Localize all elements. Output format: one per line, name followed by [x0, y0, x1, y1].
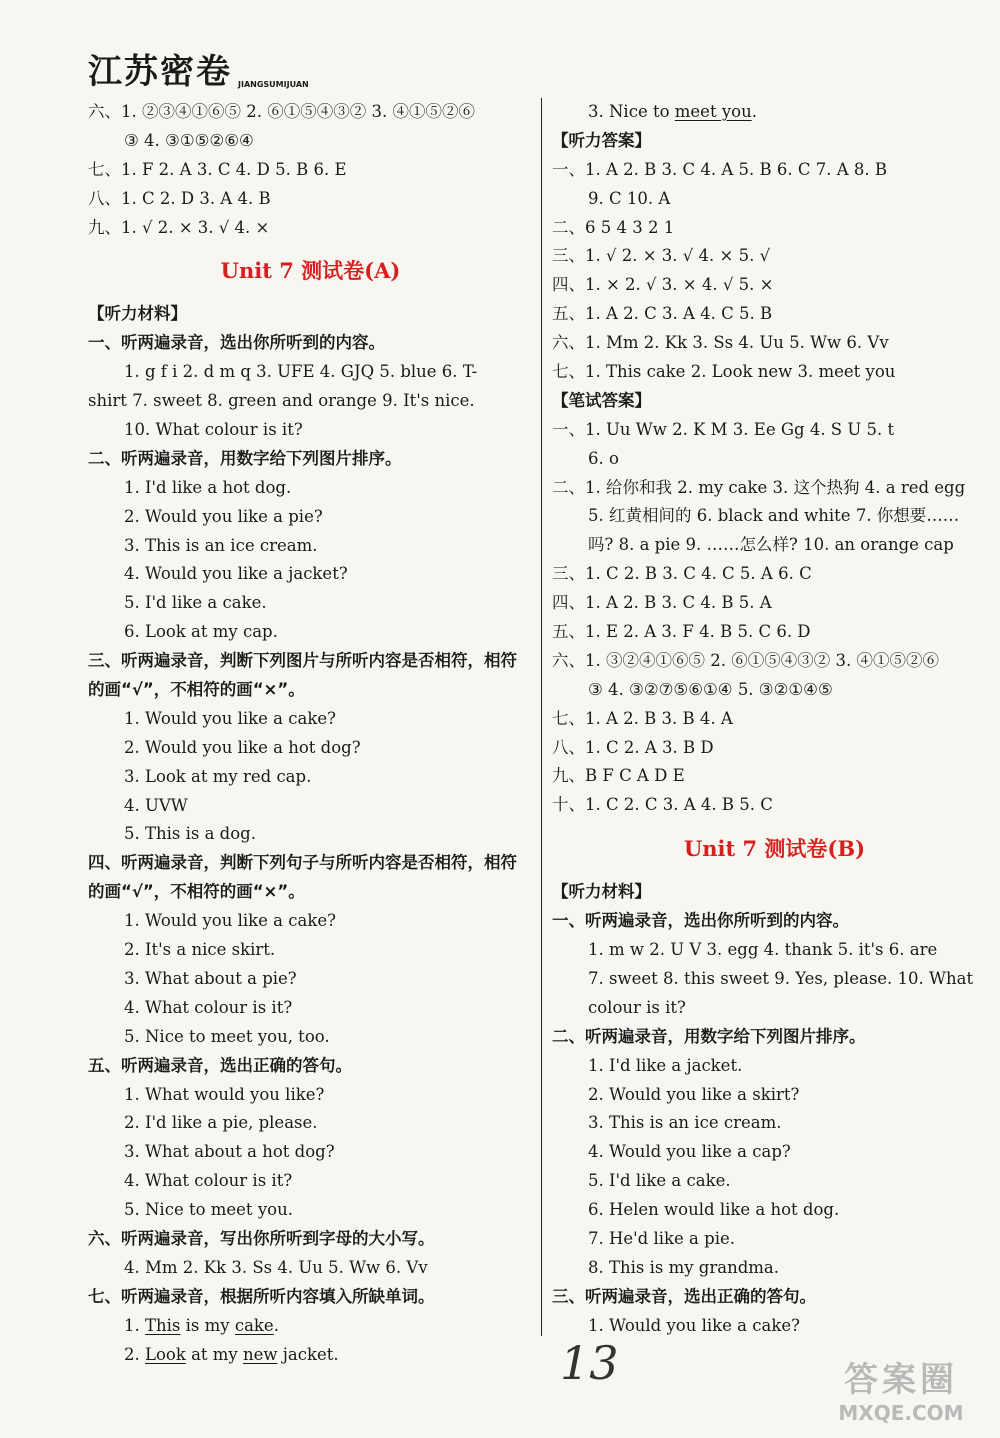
question-heading: 五、听两遍录音，选出正确的答句。: [88, 1055, 352, 1075]
answer-line: 5. 红黄相间的 6. black and white 7. 你想要……: [588, 506, 960, 526]
section-title-unit7-b: Unit 7 测试卷(B): [683, 836, 866, 862]
material-line: 1. I'd like a jacket.: [588, 1055, 743, 1075]
answer-line: ③ 4. ③②⑦⑤⑥①④ 5. ③②①④⑤: [588, 679, 833, 699]
material-line: 5. Nice to meet you, too.: [124, 1026, 330, 1046]
material-line: 4. What colour is it?: [124, 997, 293, 1017]
right-column: [552, 98, 997, 1341]
left-column: [88, 98, 533, 1369]
text-fragment: at my: [185, 1344, 243, 1364]
answer-line: 九、B F C A D E: [552, 766, 685, 786]
material-line: 2. Would you like a pie?: [124, 506, 323, 526]
material-line: 2. Would you like a hot dog?: [124, 737, 361, 757]
material-line: shirt 7. sweet 8. green and orange 9. It's nice.: [88, 391, 475, 411]
material-line: colour is it?: [588, 997, 686, 1017]
material-line: 6. Look at my cap.: [124, 622, 278, 642]
material-line: 1. I'd like a hot dog.: [124, 477, 292, 497]
material-line: 4. Mm 2. Kk 3. Ss 4. Uu 5. Ww 6. Vv: [124, 1257, 428, 1277]
question-heading: 二、听两遍录音，用数字给下列图片排序。: [88, 448, 402, 468]
answer-line: ③ 4. ③①⑤②⑥④: [124, 130, 254, 150]
material-line: 2. It's a nice skirt.: [124, 940, 276, 960]
question-heading: 一、听两遍录音，选出你所听到的内容。: [88, 333, 385, 353]
material-line: 4. What colour is it?: [124, 1171, 293, 1191]
answer-line: 三、1. C 2. B 3. C 4. C 5. A 6. C: [552, 564, 812, 584]
filled-blank: Look: [145, 1344, 186, 1364]
material-line: 1. Would you like a cake?: [124, 708, 336, 728]
answer-line: 6. o: [588, 448, 619, 468]
answer-line: 六、1. Mm 2. Kk 3. Ss 4. Uu 5. Ww 6. Vv: [552, 333, 889, 353]
question-heading: 的画“√”，不相符的画“×”。: [88, 882, 305, 902]
question-heading: 一、听两遍录音，选出你所听到的内容。: [552, 911, 849, 931]
question-heading: 三、听两遍录音，判断下列图片与所听内容是否相符，相符: [88, 651, 517, 671]
section-label: 【听力材料】: [552, 882, 651, 902]
material-line: 7. sweet 8. this sweet 9. Yes, please. 10. What: [588, 968, 974, 988]
material-line: 6. Helen would like a hot dog.: [588, 1200, 840, 1220]
material-line: 3. What about a pie?: [124, 968, 297, 988]
material-line: 2. I'd like a pie, please.: [124, 1113, 318, 1133]
watermark-url: MXQE.COM: [838, 1401, 964, 1425]
answer-line: 七、1. A 2. B 3. B 4. A: [552, 708, 733, 728]
answer-line: 三、1. √ 2. × 3. √ 4. × 5. √: [552, 246, 771, 266]
material-line: 3. This is an ice cream.: [588, 1113, 782, 1133]
answer-line: 四、1. A 2. B 3. C 4. B 5. A: [552, 593, 772, 613]
material-line: [88, 1341, 533, 1370]
question-heading: 六、听两遍录音，写出你所听到字母的大小写。: [88, 1228, 435, 1248]
watermark-text: 答案圈: [844, 1360, 958, 1400]
page-number: 13: [560, 1336, 619, 1390]
answer-line: 一、1. Uu Ww 2. K M 3. Ee Gg 4. S U 5. t: [552, 419, 895, 439]
material-line: [552, 98, 997, 127]
answer-line: 八、1. C 2. D 3. A 4. B: [88, 188, 271, 208]
question-heading: 三、听两遍录音，选出正确的答句。: [552, 1286, 816, 1306]
brand-logo: [88, 44, 309, 92]
text-fragment: .: [273, 1315, 279, 1335]
question-heading: 二、听两遍录音，用数字给下列图片排序。: [552, 1026, 866, 1046]
material-line: 1. Would you like a cake?: [588, 1315, 800, 1335]
section-title-unit7-a: Unit 7 测试卷(A): [220, 258, 401, 284]
answer-line: 二、1. 给你和我 2. my cake 3. 这个热狗 4. a red egg: [552, 477, 966, 497]
material-line: 5. I'd like a cake.: [124, 593, 267, 613]
brand-title: 江苏密卷: [88, 52, 232, 92]
answer-line: 吗? 8. a pie 9. ……怎么样? 10. an orange cap: [588, 535, 954, 555]
brand-subtitle: JIANGSUMIJUAN: [238, 80, 309, 89]
answer-line: 五、1. E 2. A 3. F 4. B 5. C 6. D: [552, 622, 811, 642]
section-label: 【听力答案】: [552, 130, 651, 150]
item-number: 2.: [124, 1344, 145, 1364]
material-line: 3. Look at my red cap.: [124, 766, 312, 786]
answer-line: 十、1. C 2. C 3. A 4. B 5. C: [552, 795, 773, 815]
answer-line: 五、1. A 2. C 3. A 4. C 5. B: [552, 304, 773, 324]
answer-line: 七、1. F 2. A 3. C 4. D 5. B 6. E: [88, 159, 347, 179]
text-fragment: 3. Nice to: [588, 102, 675, 121]
material-line: 3. What about a hot dog?: [124, 1142, 335, 1162]
material-line: 5. Nice to meet you.: [124, 1200, 293, 1220]
answer-line: 二、6 5 4 3 2 1: [552, 217, 675, 237]
filled-blank: This: [145, 1315, 181, 1335]
answer-line: 六、1. ②③④①⑥⑤ 2. ⑥①⑤④③② 3. ④①⑤②⑥: [88, 102, 475, 121]
material-line: 1. Would you like a cake?: [124, 911, 336, 931]
text-fragment: is my: [180, 1315, 235, 1335]
question-heading: 四、听两遍录音，判断下列句子与所听内容是否相符，相符: [88, 853, 517, 873]
text-fragment: .: [751, 102, 757, 121]
filled-blank: meet you: [674, 102, 752, 121]
section-label: 【听力材料】: [88, 304, 187, 324]
section-label: 【笔试答案】: [552, 390, 651, 410]
answer-line: 四、1. × 2. √ 3. × 4. √ 5. ×: [552, 275, 774, 295]
item-number: 1.: [124, 1315, 145, 1335]
material-line: 5. This is a dog.: [124, 824, 256, 844]
material-line: 2. Would you like a skirt?: [588, 1084, 800, 1104]
question-heading: 七、听两遍录音，根据所听内容填入所缺单词。: [88, 1286, 435, 1306]
material-line: 1. m w 2. U V 3. egg 4. thank 5. it's 6. are: [588, 940, 938, 960]
site-watermark: [806, 1352, 996, 1432]
material-line: 4. Would you like a jacket?: [124, 564, 348, 584]
material-line: 1. g f i 2. d m q 3. UFE 4. GJQ 5. blue 6. T-: [124, 362, 478, 382]
answer-line: 八、1. C 2. A 3. B D: [552, 737, 714, 757]
filled-blank: cake: [234, 1315, 274, 1335]
material-line: 3. This is an ice cream.: [124, 535, 318, 555]
material-line: 1. What would you like?: [124, 1084, 325, 1104]
material-line: 5. I'd like a cake.: [588, 1171, 731, 1191]
material-line: 10. What colour is it?: [124, 420, 303, 440]
text-fragment: jacket.: [277, 1344, 339, 1364]
material-line: [88, 1312, 533, 1341]
answer-line: 九、1. √ 2. × 3. √ 4. ×: [88, 217, 270, 237]
answer-line: 9. C 10. A: [588, 188, 671, 208]
material-line: 4. Would you like a cap?: [588, 1142, 791, 1162]
answer-line: 六、1. ③②④①⑥⑤ 2. ⑥①⑤④③② 3. ④①⑤②⑥: [552, 650, 939, 670]
material-line: 8. This is my grandma.: [588, 1257, 780, 1277]
filled-blank: new: [243, 1344, 278, 1364]
column-divider: [541, 98, 542, 1336]
material-line: 4. UVW: [124, 795, 188, 815]
answer-line: 一、1. A 2. B 3. C 4. A 5. B 6. C 7. A 8. B: [552, 159, 887, 179]
answer-line: 七、1. This cake 2. Look new 3. meet you: [552, 362, 896, 382]
material-line: 7. He'd like a pie.: [588, 1228, 735, 1248]
question-heading: 的画“√”，不相符的画“×”。: [88, 680, 305, 700]
